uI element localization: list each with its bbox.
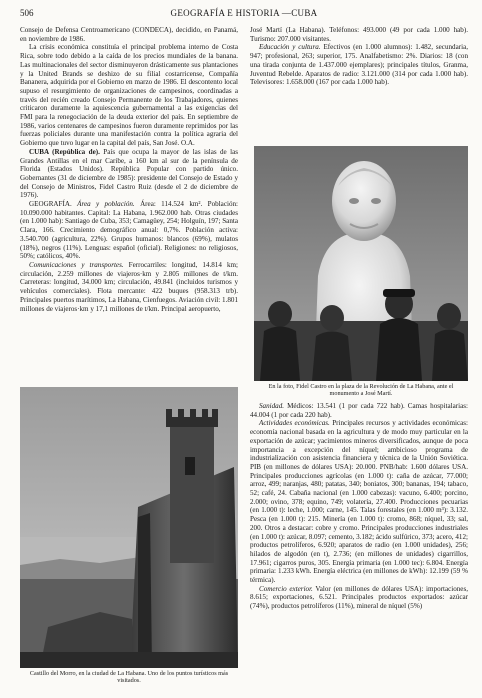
page-number: 506	[20, 8, 34, 18]
cuba-intro-text: País que ocupa la mayor de las islas de las Grandes Antillas en el mar Caribe, a 160 km al sur de la península de Florida (Estados Unidos). República Popular con partido único. Gobernantes (31 de diciembre de 1985): presidente del Consejo de Estado y del Consejo de Ministros, Fidel Castro Ruiz (desde el 2 de diciembre de 1976).	[20, 147, 238, 200]
right-column-bottom	[250, 402, 468, 694]
comercio-text: Valor (en millones de dólares USA): importaciones, 8.615; exportaciones, 6.521. Principales productos exportados: azúcar (74%), productos petrolíferos (11%), mineral de níquel (5%)	[250, 584, 468, 611]
comunicaciones-label: Comunicaciones y transportes.	[29, 260, 124, 269]
right-column-top	[250, 26, 468, 144]
paragraph-aeropuerto: José Martí (La Habana). Teléfonos: 493.000 (49 por cada 1.000 hab). Turismo: 207.000 visitantes.	[250, 26, 468, 43]
area-poblacion-label: Área y población.	[77, 200, 135, 209]
paragraph-comunicaciones	[20, 261, 238, 313]
paragraph-condeca: Consejo de Defensa Centroamericano (CONDECA), decidido, en Panamá, en noviembre de 1986.	[20, 26, 238, 43]
educacion-text: Efectivos (en 1.000 alumnos): 1.482, secundaria, 947; profesional, 263; superior, 175. Analfabetismo: 2%. Diarios: 18 (con una tirada conjunta de 1.437.000 ejemplares); principales títulos, Granma, Juventud Rebelde. Aparatos de radio: 3.121.000 (314 por cada 1.000 hab). Televisores: 1.658.000 (167 por cada 1.000 hab).	[250, 43, 468, 87]
castro-photo-caption: En la foto, Fidel Castro en la plaza de la Revolución de La Habana, ante el monumento a José Martí.	[268, 383, 454, 398]
economia-label: Actividades económicas.	[259, 419, 330, 428]
geografia-label: GEOGRAFÍA.	[29, 200, 72, 209]
paragraph-costa-rica-crisis: La crisis económica constituía el principal problema interno de Costa Rica, sobre todo debido a la caída de los precios mundiales de la banana. Las multinacionales del sector disminuyeron drásticamente sus plantaciones y la United Brands se deshizo de su filial costarricense, Compañía Bananera, adquirida por el Gobierno en marzo de 1986. El descontento local supuso el resurgimiento de organizaciones de campesinos, coordinadas a través del recién creado Consejo Permanente de los Trabajadores, quienes criticaron duramente la aquiescencia gubernamental a las exigencias del FMI para la renegociación de la deuda exterior del país. En septiembre de 1986, varios centenares de campesinos fueron duramente reprimidos por las fuerzas policiales durante una manifestación contra la política agraria del Gobierno que tuvo lugar en la capital del país, San José. O.A.	[20, 43, 238, 148]
paragraph-comercio	[250, 585, 468, 611]
morro-castle-photo	[20, 387, 238, 668]
left-column	[20, 26, 238, 313]
paragraph-cuba-intro	[20, 148, 238, 200]
sanidad-text: Médicos: 13.541 (1 por cada 722 hab). Camas hospitalarias: 44.004 (1 por cada 220 hab).	[250, 402, 468, 419]
running-title: GEOGRAFÍA E HISTORIA —CUBA	[170, 8, 318, 18]
educacion-label: Educación y cultura.	[259, 43, 321, 52]
paragraph-sanidad	[250, 402, 468, 419]
geografia-text: Área: 114.524 km². Población: 10.090.000 habitantes. Capital: La Habana, 1.962.000 hab. Otras ciudades (en 1.000 hab): Santiago de Cuba, 353; Camagüey, 254; Holguín, 197; Santa Clara, 166. Crecimiento demográfico anual: 0,7%. Población activa: 3.540.700 (agricultura, 22%). Grupos humanos: blancos (69%), mulatos (18%), negros (11%). Lenguas: español (oficial). Religiones: no religiosos, 50%; católicos, 40%.	[20, 200, 238, 261]
castro-monument-photo	[254, 146, 468, 381]
comercio-label: Comercio exterior.	[259, 584, 313, 593]
comunicaciones-text: Ferrocarriles: longitud, 14.814 km; circulación, 2.259 millones de viajeros·km y 2.805 millones de t/km. Carreteras: longitud, 34.000 km; circulación, 49.841 (incluidos turismos y vehículos comerciales). Flota mercante: 422 buques (958.313 trb). Principales puertos marítimos, La Habana, Cienfuegos. Aviación civil: 1.801 millones de viajeros·km y 17,1 millones de t/km. Principal aeropuerto,	[20, 260, 238, 313]
page-header	[20, 8, 468, 22]
morro-photo-caption: Castillo del Morro, en la ciudad de La Habana. Uno de los puntos turísticos más visitados.	[29, 670, 229, 685]
paragraph-geografia	[20, 200, 238, 261]
paragraph-educacion	[250, 43, 468, 87]
cuba-heading: CUBA (República de).	[29, 147, 100, 156]
paragraph-economia	[250, 419, 468, 584]
sanidad-label: Sanidad.	[259, 402, 285, 410]
economia-text: Principales recursos y actividades económicas: economía nacional basada en la agricultura y de modo muy particular en la exportación de azúcar; yacimientos mineros diversificados, aunque de poca importancia a excepción del níquel; ambicioso programa de industrialización con asistencia financiera y técnica de la Unión Soviética. PIB (en millones de dólares USA): 20.000. PNB/hab: 1.600 dólares USA. Principales producciones agrícolas (en 1.000 t): caña de azúcar, 77.000; arroz, 499; naranjas, 480; patatas, 340; boniatos, 300; bananas, 194; tabaco, 52; café, 24. Cabaña nacional (en 1.000 cabezas): vacuno, 6.400; porcino, 2.000; ovino, 378; equino, 749; volatería, 27.400. Producciones pecuarias (en 1.000 t): leche, 1.000; carne, 145. Talas forestales (en 1.000 m³): 3.132. Pesca (en 1.000 t): 215. Minería (en 1.000 t): cromo, 868; níquel, 33; sal, 200. Otros a destacar: cobre y cromo. Principales producciones industriales (en 1.000 t): azúcar, 8.097; cemento, 3.182; ácido sulfúrico, 373; acero, 412; productos petrolíferos, 6.920; aparatos de radio (en 1.000 unidades), 256; hilados de algodón (en t), 2.736; (en millones de unidades) cigarrillos, 17.961; cigarros puros, 305. Energía primaria (en 1.000 tec): 6.804. Energía primaria: 1.233 kWh. Energía eléctrica (en millones de kWh): 12.199 (59 % térmica).	[250, 419, 468, 585]
